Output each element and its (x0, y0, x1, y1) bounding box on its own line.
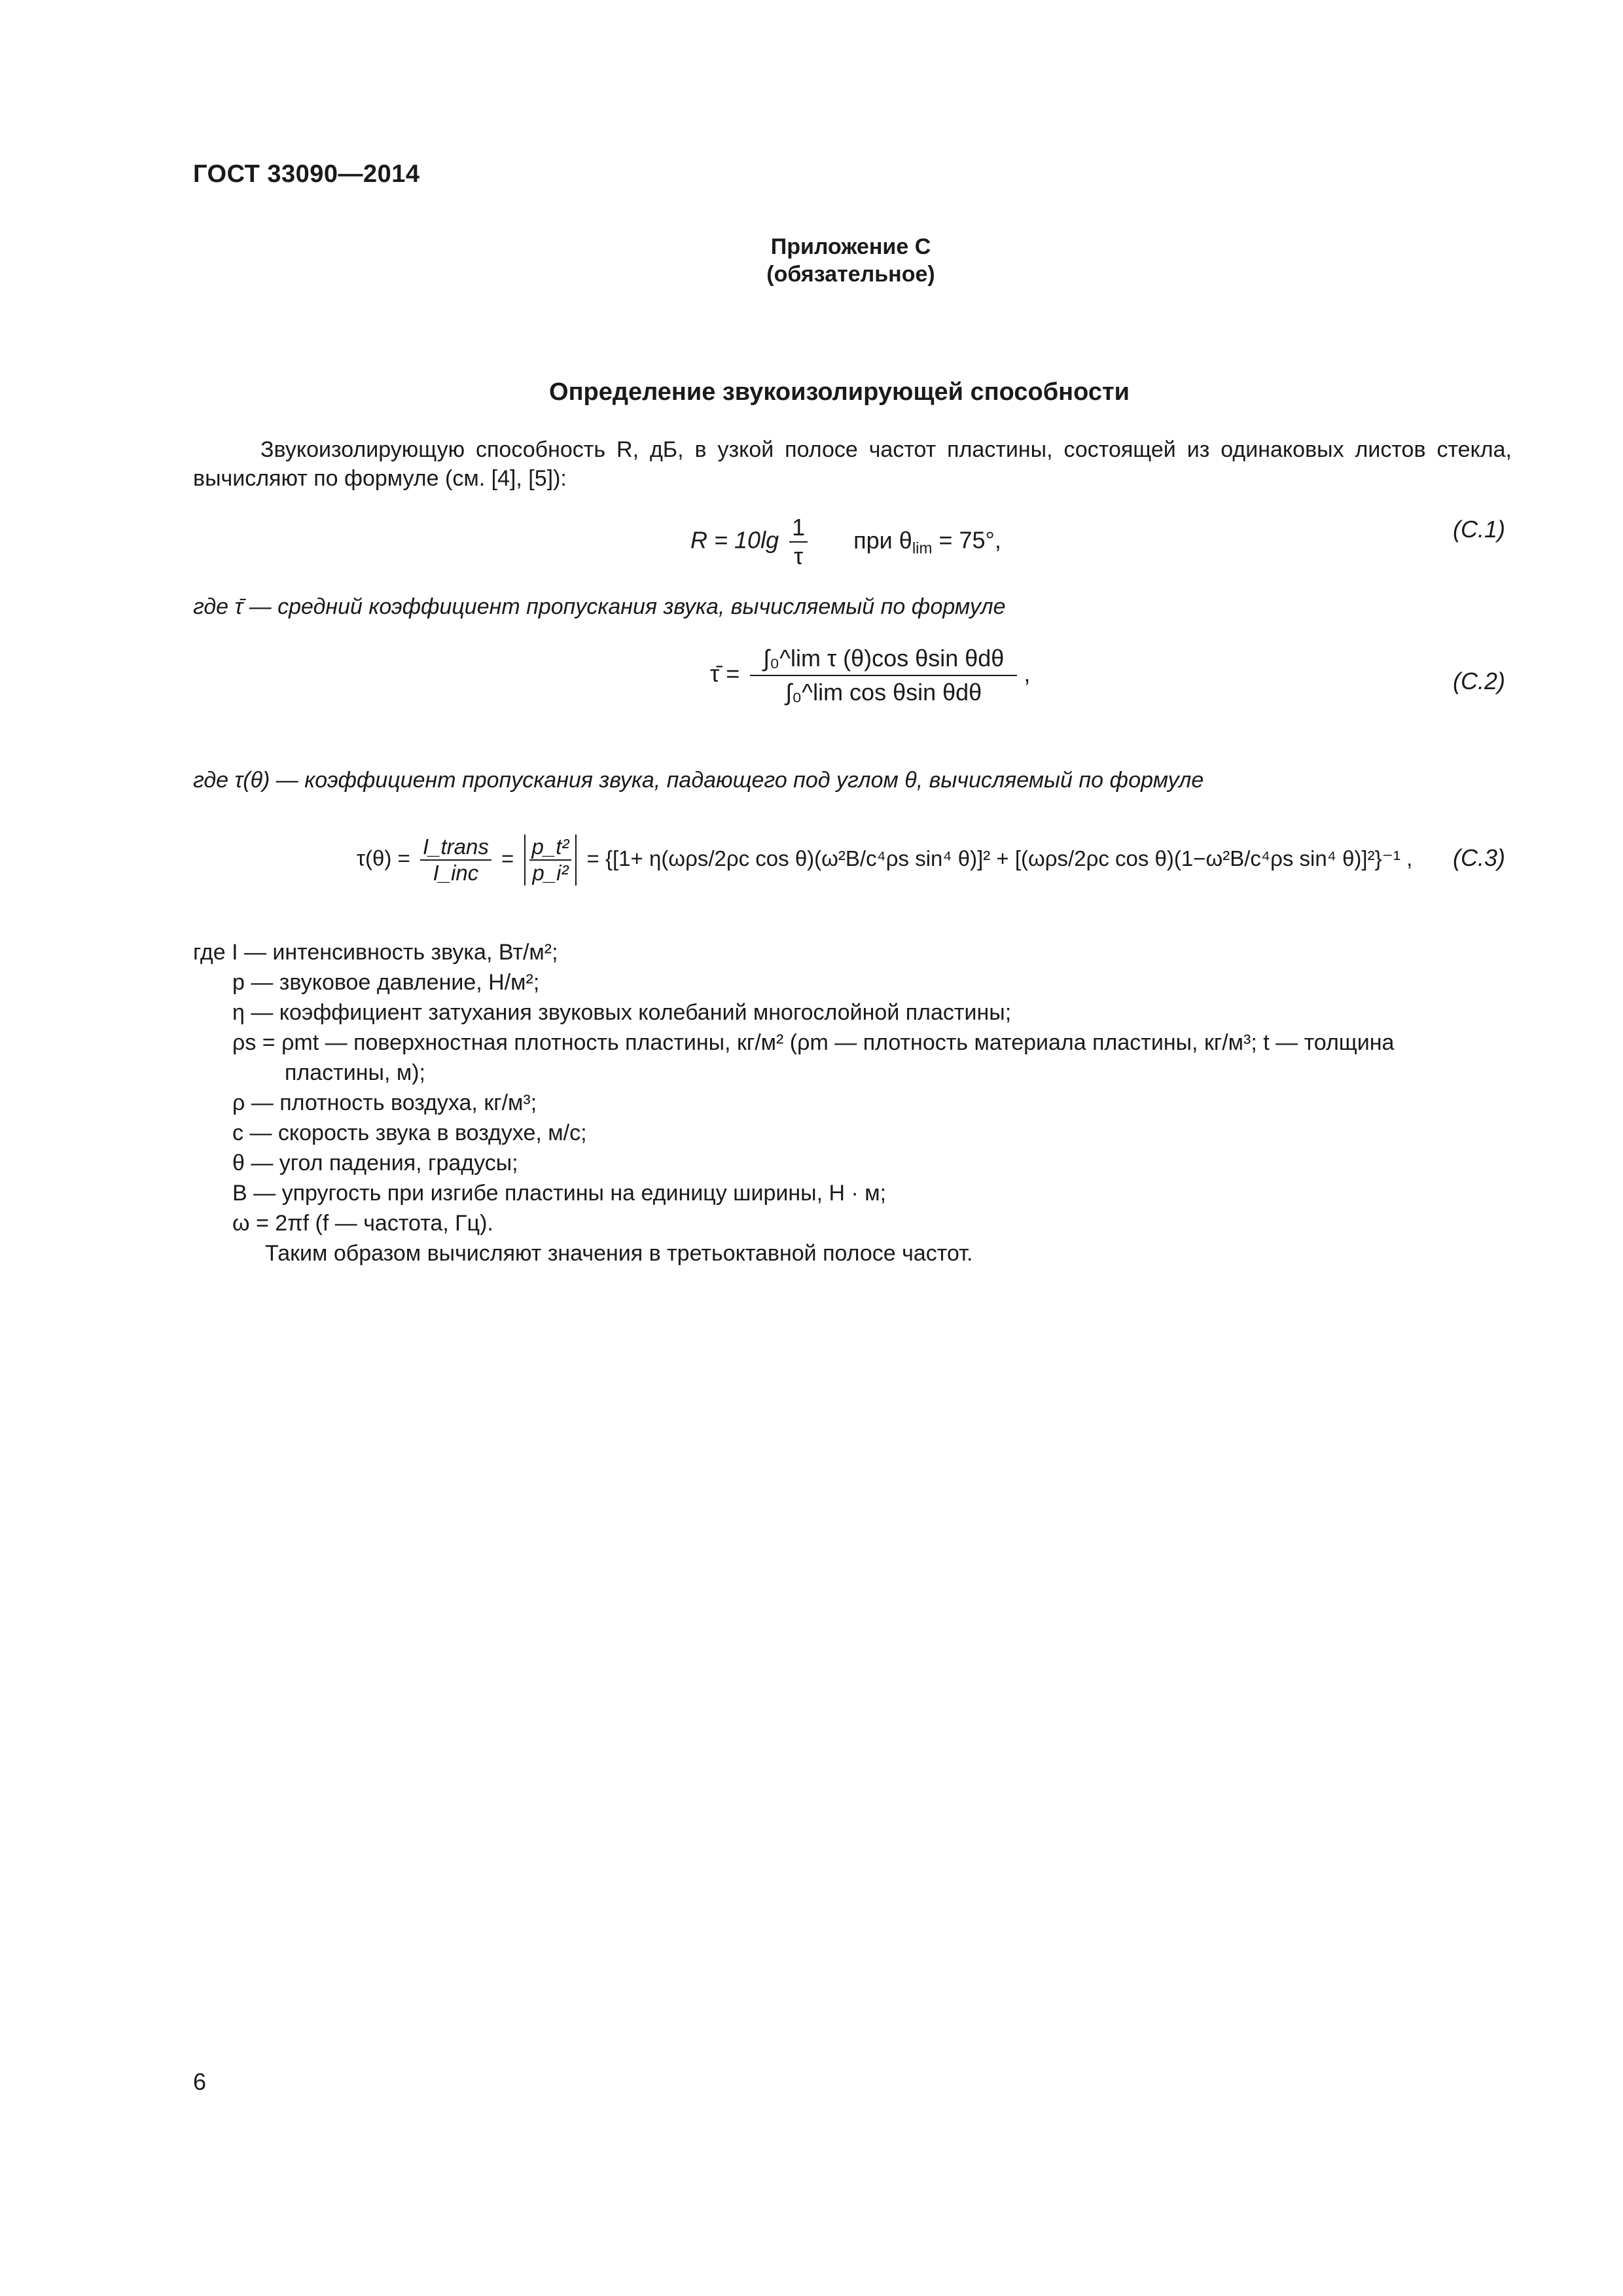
formula-c3-number: (С.3) (1453, 844, 1505, 871)
definition-air-density: ρ — плотность воздуха, кг/м³; (232, 1090, 537, 1115)
formula-c1 (690, 514, 1001, 570)
formula-c2 (710, 645, 1030, 706)
definition-damping: η — коэффициент затухания звуковых колебаний многослойной пластины; (232, 1000, 1012, 1025)
appendix-status: (обязательное) (766, 262, 935, 287)
definition-sound-speed: c — скорость звука в воздухе, м/с; (232, 1121, 587, 1145)
formula-c3-pressure-numerator: p_t² (529, 834, 572, 861)
formula-c3-pressure-denominator: p_i² (532, 861, 569, 885)
formula-c3-equals: = (501, 846, 514, 870)
formula-c2-numerator: ∫₀^lim τ (θ)cos θsin θdθ (750, 645, 1017, 676)
definition-surface-density: ρs = ρmt — поверхностная плотность пластины, кг/м² (ρm — плотность материала пластины, кг/м³; t — толщина (232, 1030, 1395, 1055)
definitions-list (193, 937, 1512, 1268)
formula-c3 (357, 834, 1412, 886)
definition-angle: θ — угол падения, градусы; (232, 1151, 518, 1175)
formula-c1-numerator: 1 (789, 514, 808, 543)
formula-c1-denominator: τ (794, 543, 804, 569)
page-number: 6 (193, 2068, 207, 2095)
formula-c3-intensity-denominator: I_inc (433, 861, 479, 885)
section-title: Определение звукоизолирующей способности (549, 378, 1130, 406)
appendix-title: Приложение С (770, 234, 931, 259)
definition-surface-density-cont: пластины, м); (285, 1060, 425, 1085)
formula-c1-fraction (789, 514, 808, 570)
formula-c3-intensity-fraction (420, 834, 491, 886)
formula-c2-number: (С.2) (1453, 668, 1505, 694)
formula-c2-denominator: ∫₀^lim cos θsin θdθ (785, 679, 982, 706)
formula-c3-intensity-numerator: I_trans (420, 834, 491, 861)
where-c2-text: где τ̄ — средний коэффициент пропускания звука, вычисляемый по формуле (193, 594, 1006, 619)
closing-sentence: Таким образом вычисляют значения в третьоктавной полосе частот. (265, 1241, 973, 1266)
standard-designation: ГОСТ 33090—2014 (193, 160, 420, 188)
intro-paragraph: Звукоизолирующую способность R, дБ, в узкой полосе частот пластины, состоящей из одинаковых листов стекла, вычисляют по формуле (см. [4], [5]): (193, 437, 1512, 491)
formula-c3-pressure-fraction (524, 834, 577, 886)
formula-c1-condition-sub: lim (912, 539, 933, 558)
formula-c3-rhs: = {[1+ η(ωρs/2ρc cos θ)(ω²B/c⁴ρs sin⁴ θ)]² + [(ωρs/2ρc cos θ)(1−ω²B/c⁴ρs sin⁴ θ)]²}⁻¹ , (586, 846, 1413, 870)
where-c3-text: где τ(θ) — коэффициент пропускания звука, падающего под углом θ, вычисляемый по формуле (193, 768, 1204, 793)
formula-c1-condition: при θ (853, 526, 912, 554)
formula-c1-lhs: R = 10lg (690, 526, 779, 554)
formula-c2-lhs: τ̄ = (710, 660, 740, 687)
definition-frequency: ω = 2πf (f — частота, Гц). (232, 1211, 493, 1236)
formula-c3-lhs: τ(θ) = (357, 846, 410, 870)
formula-c1-number: (С.1) (1453, 516, 1505, 543)
formula-c1-condition-value: = 75°, (932, 526, 1001, 554)
definition-pressure: p — звуковое давление, Н/м²; (232, 970, 540, 995)
definition-stiffness: B — упругость при изгибе пластины на единицу ширины, Н · м; (232, 1181, 887, 1206)
formula-c2-fraction (750, 645, 1017, 706)
formula-c2-tail: , (1024, 660, 1031, 687)
definition-intensity: где I — интенсивность звука, Вт/м²; (193, 940, 558, 965)
